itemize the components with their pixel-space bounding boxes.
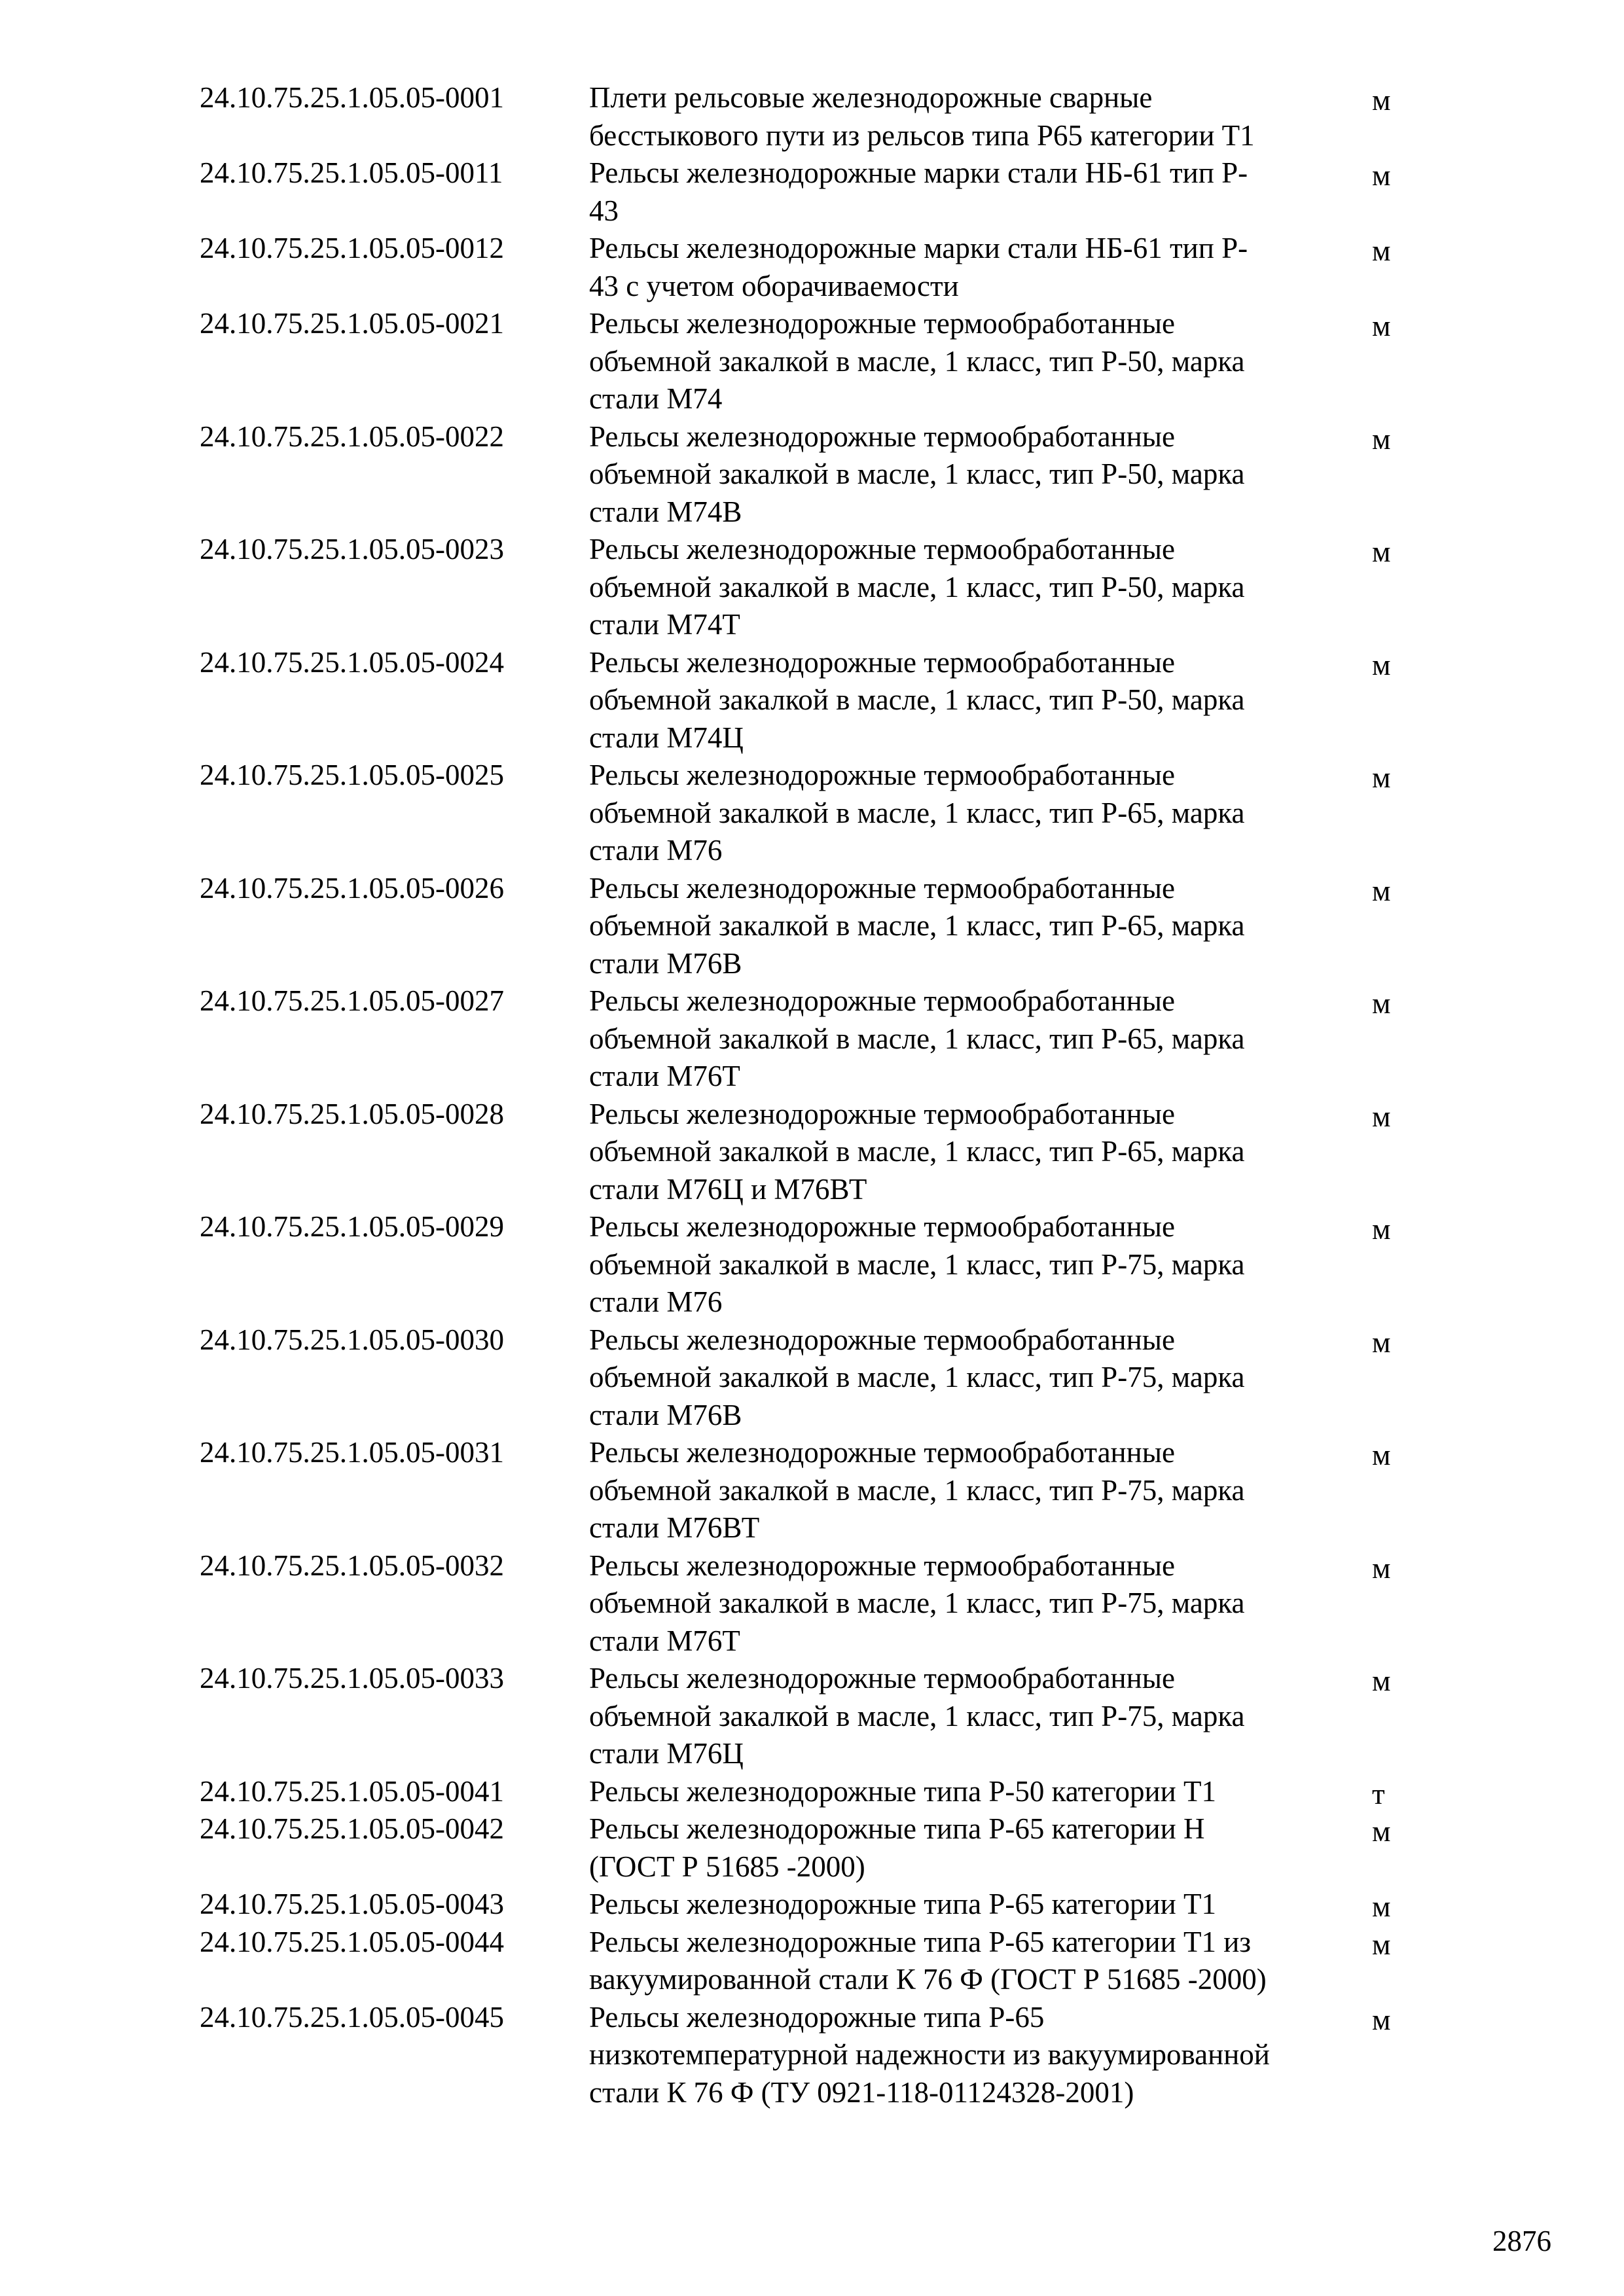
row-description: Рельсы железнодорожные термообработанные объемной закалкой в масле, 1 класс, тип Р-50, марка стали М74Т [589,533,1245,641]
row-description: Рельсы железнодорожные марки стали НБ-61 тип Р- 43 с учетом оборачиваемости [589,232,1248,302]
row-unit: т [1372,1777,1385,1810]
row-code: 24.10.75.25.1.05.05-0041 [200,1774,504,1808]
row-code: 24.10.75.25.1.05.05-0021 [200,307,504,340]
row-unit: м [1372,1325,1391,1359]
table-row [0,79,1624,154]
row-code: 24.10.75.25.1.05.05-0026 [200,871,504,905]
row-description: Рельсы железнодорожные термообработанные объемной закалкой в масле, 1 класс, тип Р-65, марка стали М76Т [589,984,1245,1092]
table-row [0,1886,1624,1924]
row-code: 24.10.75.25.1.05.05-0024 [200,645,504,679]
table-row [0,757,1624,870]
row-code: 24.10.75.25.1.05.05-0011 [200,156,503,189]
row-code: 24.10.75.25.1.05.05-0043 [200,1888,504,1920]
row-code: 24.10.75.25.1.05.05-0028 [200,1097,504,1130]
row-description: Рельсы железнодорожные типа Р-65 категории Н (ГОСТ Р 51685 -2000) [589,1812,1205,1883]
table-row [0,531,1624,644]
table-row [0,1660,1624,1773]
row-unit: м [1372,234,1391,267]
table-row [0,1208,1624,1321]
row-unit: м [1372,1928,1391,1961]
table-row [0,230,1624,305]
row-description: Рельсы железнодорожные термообработанные объемной закалкой в масле, 1 класс, тип Р-65, марка стали М76 [589,759,1245,867]
row-unit: м [1372,535,1391,568]
row-unit: м [1372,874,1391,907]
table-row [0,1999,1624,2112]
row-unit: м [1372,1890,1391,1923]
row-code: 24.10.75.25.1.05.05-0044 [200,1925,504,1958]
table-row [0,982,1624,1096]
row-description: Плети рельсовые железнодорожные сварные бесстыкового пути из рельсов типа Р65 категории Т1 [589,81,1255,152]
table-row [0,1773,1624,1811]
row-description: Рельсы железнодорожные термообработанные объемной закалкой в масле, 1 класс, тип Р-50, марка стали М74В [589,420,1245,528]
row-description: Рельсы железнодорожные термообработанные объемной закалкой в масле, 1 класс, тип Р-75, марка стали М76 [589,1210,1245,1318]
row-description: Рельсы железнодорожные типа Р-65 категории Т1 из вакуумированной стали К 76 Ф (ГОСТ Р 51685 -2000) [589,1925,1267,1996]
row-description: Рельсы железнодорожные типа Р-65 категории Т1 [589,1888,1216,1920]
price-list-table [0,79,1624,2111]
row-unit: м [1372,1439,1391,1471]
row-unit: м [1372,1664,1391,1697]
table-row [0,154,1624,230]
row-code: 24.10.75.25.1.05.05-0030 [200,1323,504,1356]
row-unit: м [1372,310,1391,342]
table-row [0,1810,1624,1886]
row-unit: м [1372,422,1391,456]
row-code: 24.10.75.25.1.05.05-0031 [200,1436,504,1469]
table-row [0,1547,1624,1660]
table-row [0,418,1624,531]
row-unit: м [1372,1100,1391,1133]
table-row [0,305,1624,418]
row-code: 24.10.75.25.1.05.05-0025 [200,759,504,791]
table-row [0,1434,1624,1547]
row-description: Рельсы железнодорожные термообработанные объемной закалкой в масле, 1 класс, тип Р-75, марка стали М76Т [589,1549,1245,1657]
row-unit: м [1372,1551,1391,1585]
row-unit: м [1372,1213,1391,1246]
row-code: 24.10.75.25.1.05.05-0029 [200,1210,504,1243]
row-description: Рельсы железнодорожные типа Р-50 категории Т1 [589,1774,1216,1808]
row-code: 24.10.75.25.1.05.05-0045 [200,2000,504,2034]
row-description: Рельсы железнодорожные термообработанные объемной закалкой в масле, 1 класс, тип Р-75, марка стали М76В [589,1323,1245,1431]
row-code: 24.10.75.25.1.05.05-0001 [200,81,504,114]
row-code: 24.10.75.25.1.05.05-0032 [200,1549,504,1582]
row-description: Рельсы железнодорожные термообработанные объемной закалкой в масле, 1 класс, тип Р-75, марка стали М76ВТ [589,1436,1245,1544]
row-code: 24.10.75.25.1.05.05-0023 [200,533,504,565]
page-number: 2876 [1492,2225,1551,2257]
row-unit: м [1372,761,1391,794]
table-row [0,1924,1624,1999]
row-unit: м [1372,1815,1391,1848]
row-code: 24.10.75.25.1.05.05-0033 [200,1662,504,1695]
row-unit: м [1372,648,1391,681]
row-code: 24.10.75.25.1.05.05-0042 [200,1812,504,1845]
row-unit: м [1372,159,1391,192]
row-description: Рельсы железнодорожные термообработанные объемной закалкой в масле, 1 класс, тип Р-50, марка стали М74 [589,307,1245,415]
row-unit: м [1372,987,1391,1020]
row-description: Рельсы железнодорожные термообработанные объемной закалкой в масле, 1 класс, тип Р-75, марка стали М76Ц [589,1662,1245,1770]
row-description: Рельсы железнодорожные термообработанные объемной закалкой в масле, 1 класс, тип Р-65, марка стали М76В [589,871,1245,980]
row-unit: м [1372,2003,1391,2036]
row-description: Рельсы железнодорожные марки стали НБ-61 тип Р- 43 [589,156,1248,227]
row-description: Рельсы железнодорожные термообработанные объемной закалкой в масле, 1 класс, тип Р-65, марка стали М76Ц и М76ВТ [589,1097,1245,1206]
table-row [0,870,1624,983]
table-row [0,644,1624,757]
row-unit: м [1372,84,1391,117]
table-row [0,1096,1624,1209]
table-row [0,1321,1624,1435]
row-code: 24.10.75.25.1.05.05-0027 [200,984,504,1017]
row-code: 24.10.75.25.1.05.05-0012 [200,232,504,264]
row-code: 24.10.75.25.1.05.05-0022 [200,420,504,453]
row-description: Рельсы железнодорожные типа Р-65 низкотемпературной надежности из вакуумированной стали К 76 Ф (ТУ 0921-118-01124328-2001) [589,2000,1270,2109]
row-description: Рельсы железнодорожные термообработанные объемной закалкой в масле, 1 класс, тип Р-50, марка стали М74Ц [589,645,1245,754]
